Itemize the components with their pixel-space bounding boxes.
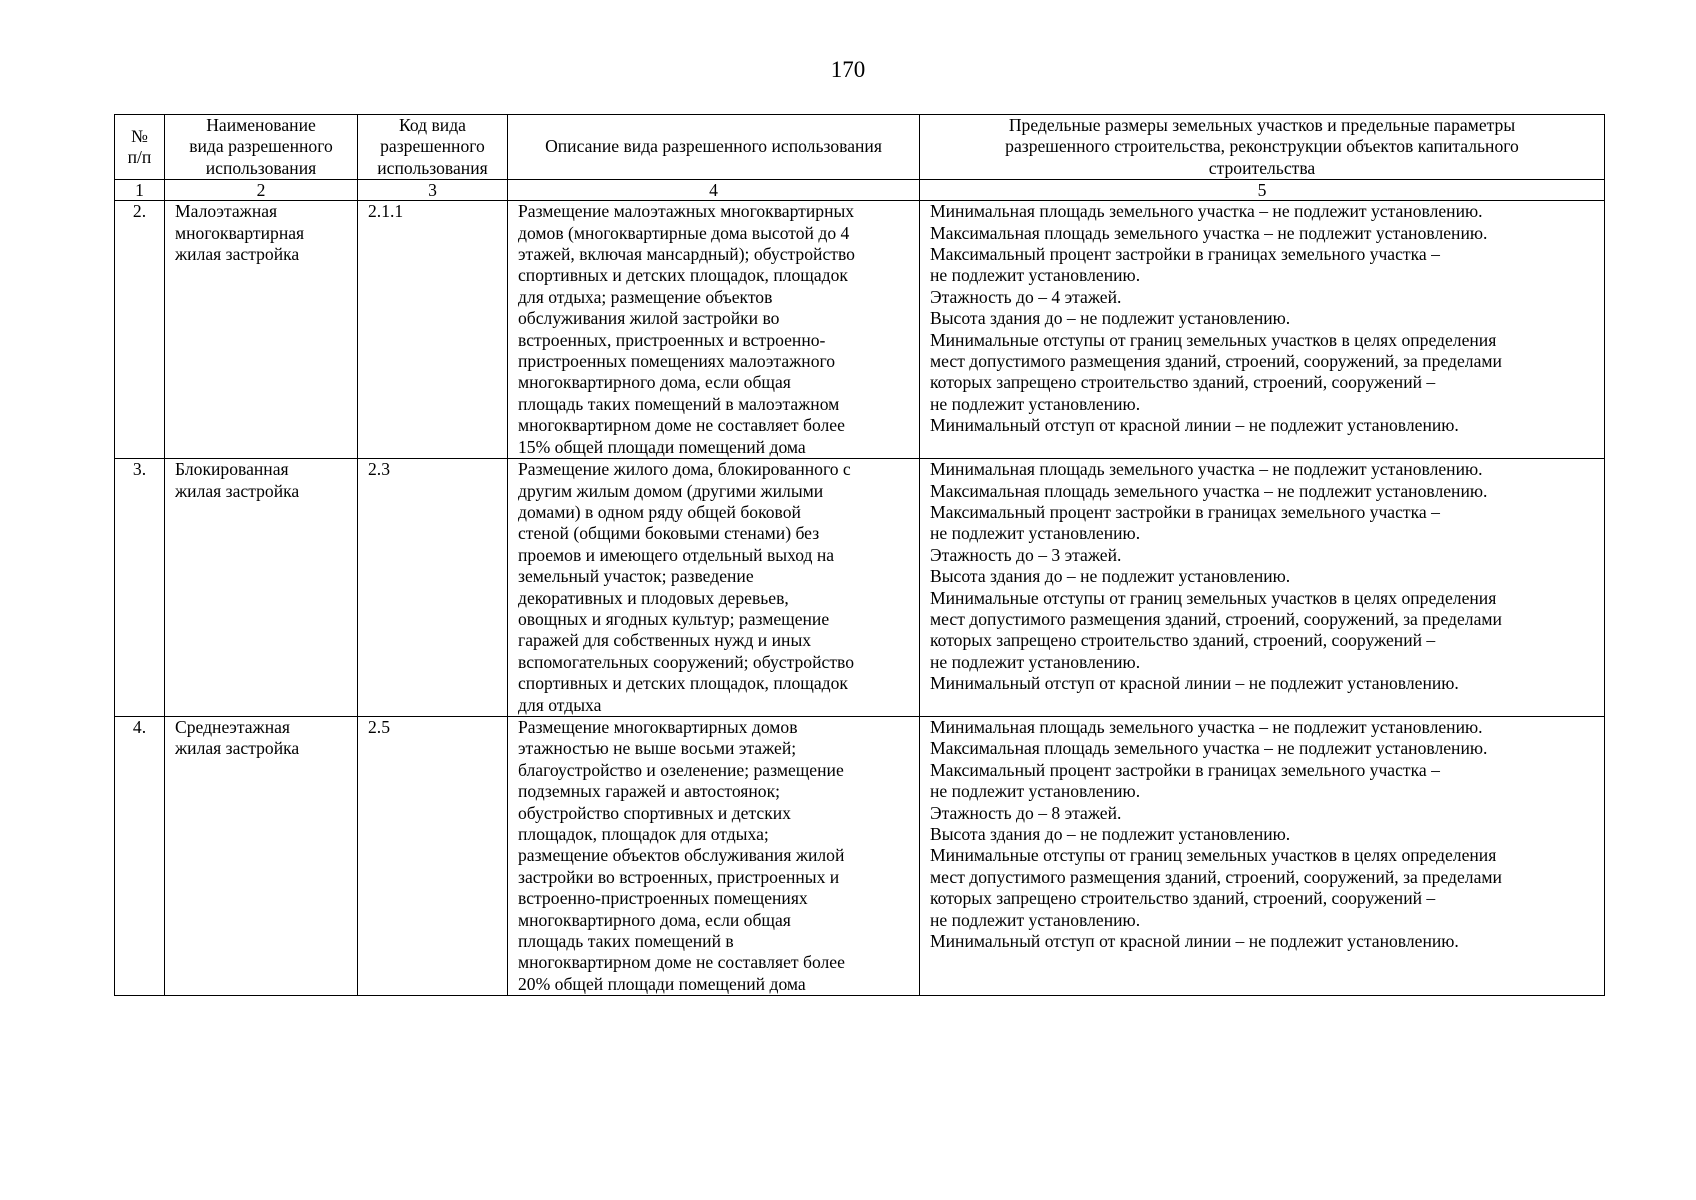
limit-line: не подлежит установлению.	[930, 523, 1141, 544]
description-line: Размещение многоквартирных домов	[518, 716, 798, 737]
limit-line: мест допустимого размещения зданий, строений, сооружений, за пределами	[930, 351, 1502, 372]
header-num-line: п/п	[127, 147, 152, 168]
limit-line: Минимальные отступы от границ земельных участков в целях определения	[930, 845, 1497, 866]
description-line: стеной (общими боковыми стенами) без	[518, 523, 820, 544]
header-num-line: №	[131, 125, 148, 146]
description-line: домов (многоквартирные дома высотой до 4	[518, 222, 850, 243]
page-number: 170	[830, 57, 866, 82]
use-name-line: Малоэтажная	[175, 201, 278, 222]
description-line: застройки во встроенных, пристроенных и	[518, 866, 840, 887]
description-line: Размещение малоэтажных многоквартирных	[518, 201, 855, 222]
header-description	[508, 115, 920, 180]
limit-line: Этажность до – 4 этажей.	[930, 286, 1122, 307]
use-name-line: жилая застройка	[175, 244, 300, 265]
description-line: вспомогательных сооружений; обустройство	[518, 651, 854, 672]
use-name-line: Блокированная	[175, 459, 289, 480]
header-description-line: Описание вида разрешенного использования	[545, 136, 882, 157]
description-line: встроенно-пристроенных помещениях	[518, 888, 808, 909]
limit-line: Этажность до – 8 этажей.	[930, 802, 1122, 823]
table-row	[115, 201, 1605, 459]
description-line: площадь таких помещений в	[518, 931, 734, 952]
description-line: для отдыха; размещение объектов	[518, 286, 773, 307]
table-body	[115, 201, 1605, 996]
use-name-line: жилая застройка	[175, 738, 300, 759]
description-line: обслуживания жилой застройки во	[518, 308, 780, 329]
description-line: размещение объектов обслуживания жилой	[518, 845, 845, 866]
row-number-cell: 4.	[115, 716, 165, 995]
description-line: подземных гаражей и автостоянок;	[518, 781, 781, 802]
row-number-cell: 3.	[115, 459, 165, 717]
description-line: встроенных, пристроенных и встроенно-	[518, 329, 826, 350]
description-line: другим жилым домом (другими жилыми	[518, 480, 824, 501]
limit-line: которых запрещено строительство зданий, строений, сооружений –	[930, 888, 1436, 909]
zoning-regulations-table	[114, 114, 1605, 996]
limit-line: Минимальные отступы от границ земельных участков в целях определения	[930, 329, 1497, 350]
limit-line: Высота здания до – не подлежит установлению.	[930, 308, 1291, 329]
description-line: декоративных и плодовых деревьев,	[518, 587, 789, 608]
limits-cell	[920, 459, 1605, 717]
limit-line: мест допустимого размещения зданий, строений, сооружений, за пределами	[930, 866, 1502, 887]
header-name-line: Наименование	[206, 115, 316, 135]
use-name-line: Среднеэтажная	[175, 716, 291, 737]
description-line: земельный участок; разведение	[518, 566, 754, 587]
use-name-cell	[165, 459, 358, 717]
limit-line: Этажность до – 3 этажей.	[930, 544, 1122, 565]
description-line: овощных и ягодных культур; размещение	[518, 608, 830, 629]
description-line: многоквартирного дома, если общая	[518, 909, 791, 930]
description-line: площадь таких помещений в малоэтажном	[518, 393, 840, 414]
header-name-line: вида разрешенного	[189, 136, 333, 157]
limits-cell	[920, 201, 1605, 459]
use-code-cell: 2.3	[358, 459, 508, 717]
description-line: для отдыха	[518, 694, 602, 715]
use-code-cell: 2.5	[358, 716, 508, 995]
limit-line: которых запрещено строительство зданий, строений, сооружений –	[930, 372, 1436, 393]
header-code	[358, 115, 508, 180]
description-line: многоквартирном доме не составляет более	[518, 415, 845, 436]
limit-line: Минимальный отступ от красной линии – не подлежит установлению.	[930, 415, 1459, 436]
use-code-cell: 2.1.1	[358, 201, 508, 459]
header-limits-line: разрешенного строительства, реконструкции объектов капитального	[1005, 136, 1519, 157]
limit-line: не подлежит установлению.	[930, 781, 1141, 802]
header-code-line: разрешенного	[380, 136, 485, 157]
limit-line: Максимальный процент застройки в границах земельного участка –	[930, 759, 1440, 780]
description-line: 20% общей площади помещений дома	[518, 973, 806, 994]
limit-line: Минимальный отступ от красной линии – не подлежит установлению.	[930, 931, 1459, 952]
use-description-cell	[508, 201, 920, 459]
column-numbers-row	[115, 180, 1605, 201]
limits-cell	[920, 716, 1605, 995]
use-name-cell	[165, 201, 358, 459]
limit-line: мест допустимого размещения зданий, строений, сооружений, за пределами	[930, 608, 1502, 629]
header-name-line: использования	[205, 157, 317, 178]
limit-line: Максимальная площадь земельного участка – не подлежит установлению.	[930, 222, 1488, 243]
description-line: домами) в одном ряду общей боковой	[518, 501, 801, 522]
description-line: площадок, площадок для отдыха;	[518, 824, 769, 844]
description-line: многоквартирном доме не составляет более	[518, 952, 845, 973]
limit-line: Минимальный отступ от красной линии – не подлежит установлению.	[930, 673, 1459, 694]
column-number: 4	[508, 180, 920, 201]
description-line: гаражей для собственных нужд и иных	[518, 630, 812, 651]
limit-line: Высота здания до – не подлежит установлению.	[930, 566, 1291, 587]
use-name-line: жилая застройка	[175, 480, 300, 501]
header-name	[165, 115, 358, 180]
description-line: проемов и имеющего отдельный выход на	[518, 544, 835, 565]
description-line: многоквартирного дома, если общая	[518, 372, 791, 393]
limit-line: Минимальная площадь земельного участка – не подлежит установлению.	[930, 716, 1483, 737]
limit-line: Минимальные отступы от границ земельных участков в целях определения	[930, 587, 1497, 608]
limit-line: Максимальная площадь земельного участка – не подлежит установлению.	[930, 480, 1488, 501]
limit-line: не подлежит установлению.	[930, 265, 1141, 286]
limit-line: не подлежит установлению.	[930, 909, 1141, 930]
description-line: обустройство спортивных и детских	[518, 802, 791, 823]
limit-line: Максимальный процент застройки в границах земельного участка –	[930, 501, 1440, 522]
limit-line: Максимальная площадь земельного участка – не подлежит установлению.	[930, 738, 1488, 759]
column-number: 3	[358, 180, 508, 201]
description-line: пристроенных помещениях малоэтажного	[518, 351, 836, 372]
table-row	[115, 459, 1605, 717]
description-line: спортивных и детских площадок, площадок	[518, 265, 848, 286]
column-number: 5	[920, 180, 1605, 201]
use-description-cell	[508, 459, 920, 717]
description-line: спортивных и детских площадок, площадок	[518, 673, 848, 694]
use-name-cell	[165, 716, 358, 995]
header-limits-line: строительства	[1208, 157, 1316, 178]
limit-line: которых запрещено строительство зданий, строений, сооружений –	[930, 630, 1436, 651]
limit-line: Высота здания до – не подлежит установлению.	[930, 824, 1291, 844]
limit-line: Минимальная площадь земельного участка – не подлежит установлению.	[930, 201, 1483, 222]
table-header-row	[115, 115, 1605, 180]
description-line: благоустройство и озеленение; размещение	[518, 759, 844, 780]
use-description-cell	[508, 716, 920, 995]
limit-line: не подлежит установлению.	[930, 651, 1141, 672]
limit-line: Максимальный процент застройки в границах земельного участка –	[930, 244, 1440, 265]
header-num	[115, 115, 165, 180]
use-name-line: многоквартирная	[175, 222, 305, 243]
row-number-cell: 2.	[115, 201, 165, 459]
header-limits	[920, 115, 1605, 180]
header-code-line: использования	[377, 157, 488, 178]
header-limits-line: Предельные размеры земельных участков и предельные параметры	[1008, 115, 1516, 135]
description-line: 15% общей площади помещений дома	[518, 436, 806, 457]
description-line: Размещение жилого дома, блокированного с	[518, 459, 851, 480]
column-number: 2	[165, 180, 358, 201]
limit-line: Минимальная площадь земельного участка – не подлежит установлению.	[930, 459, 1483, 480]
description-line: этажностью не выше восьми этажей;	[518, 738, 797, 759]
table-row	[115, 716, 1605, 995]
column-number: 1	[115, 180, 165, 201]
limit-line: не подлежит установлению.	[930, 393, 1141, 414]
description-line: этажей, включая мансардный); обустройство	[518, 244, 855, 265]
header-code-line: Код вида	[399, 115, 466, 135]
